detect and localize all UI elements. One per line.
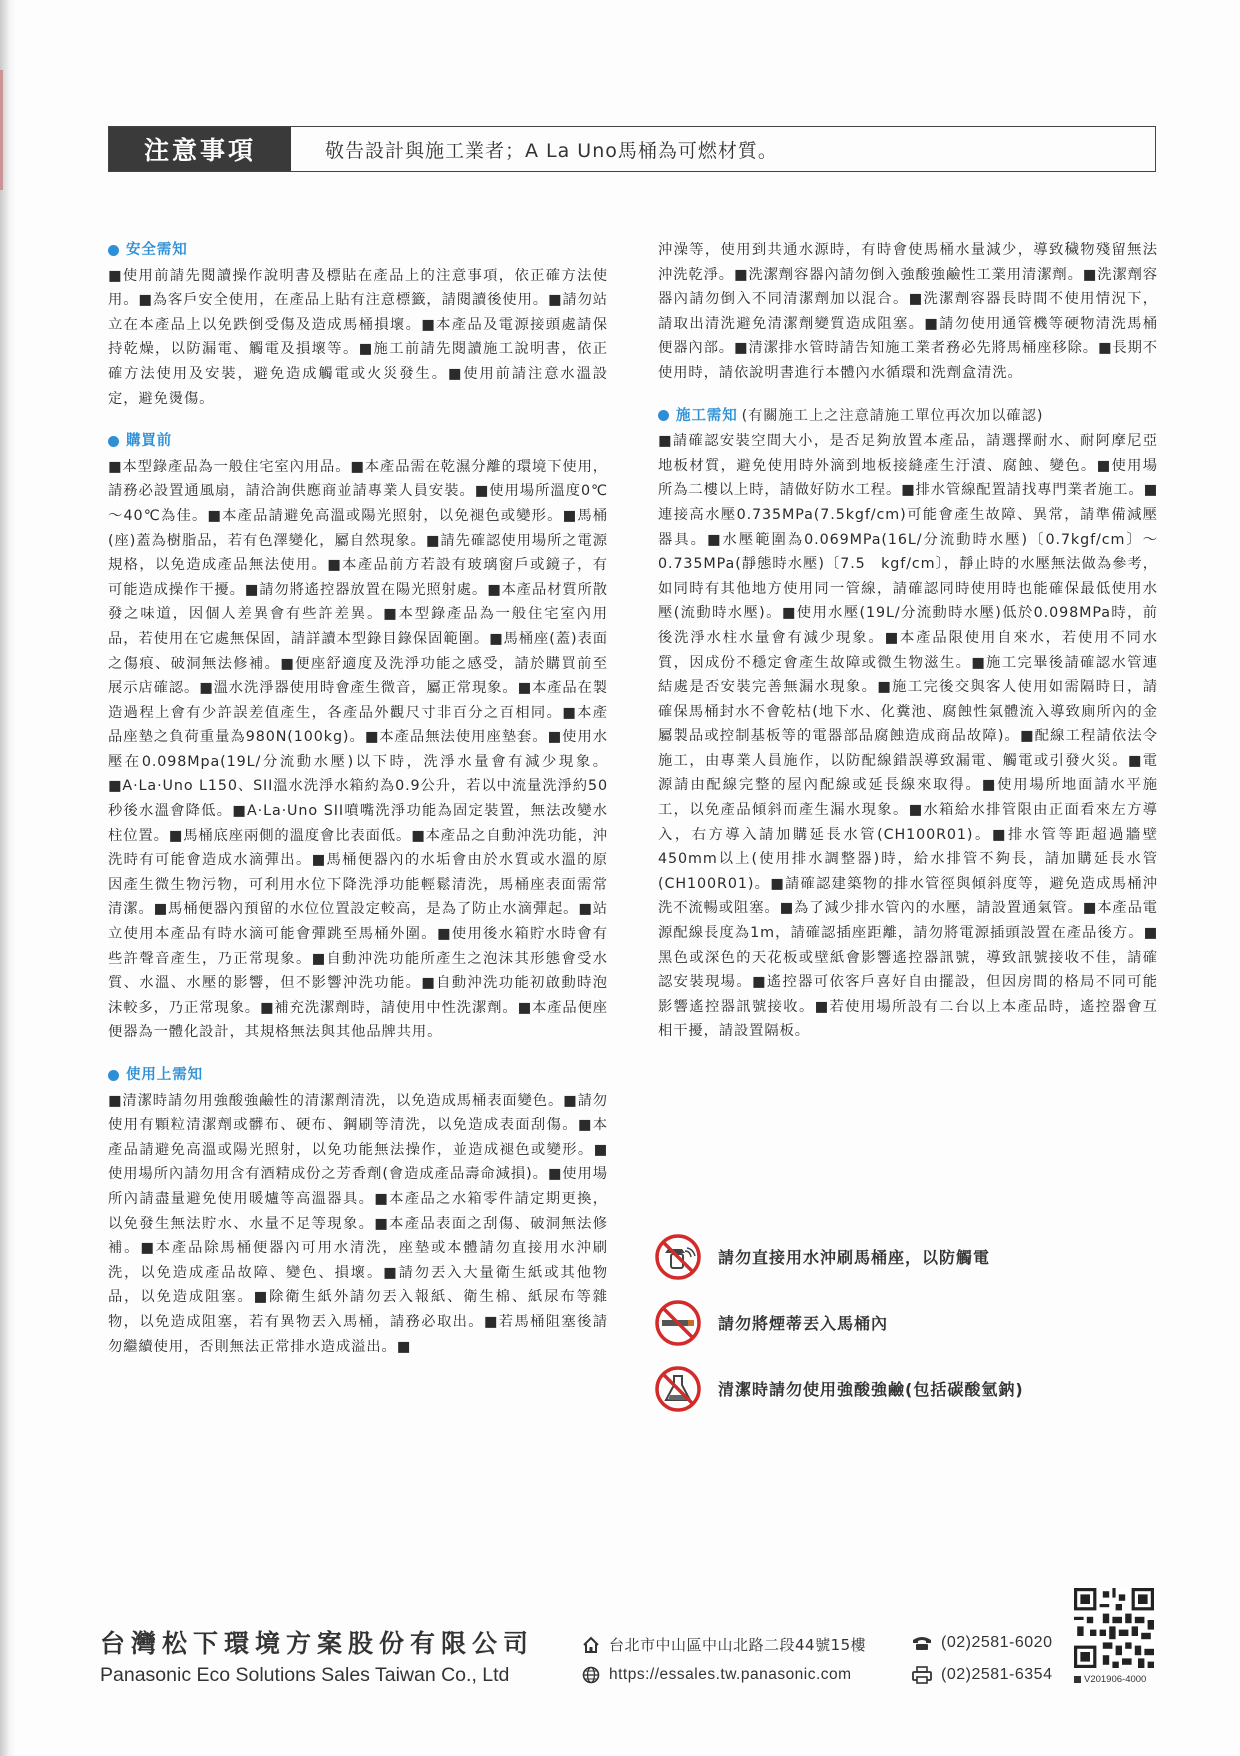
telephone [912,1634,1052,1652]
notice-header-text: 敬告設計與施工業者；A La Uno馬桶為可燃材質。 [325,139,778,162]
section-usage-continued [658,238,1158,386]
section-heading [108,1063,608,1088]
section-text: ■請確認安裝空間大小，是否足夠放置本產品，請選擇耐水、耐阿摩尼亞地板材質，避免使用時外滴到地板接縫產生汙漬、腐蝕、變色。■使用場所為二樓以上時，請做好防水工程。■排水管線配置請找專門業者施工。■連接高水壓0.735MPa(7.5kgf/cm)可能會產生故障、異常，請準備減壓器具。■水壓範圍為0.069MPa(16L/分流動時水壓)〔0.7kgf/cm〕～0.735MPa(靜態時水壓)〔7.5 kgf/cm〕，靜止時的水壓無法做為參考，如同時有其他地方使用同一管線，請確認同時使用時也能確保最低使用水壓(流動時水壓)。■使用水壓(19L/分流動時水壓)低於0.098MPa時，前後洗淨水柱水量會有減少現象。■本產品限使用自來水，若使用不同水質，因成份不穩定會產生故障或微生物滋生。■施工完畢後請確認水管連結處是否安裝完善無漏水現象。■施工完後交與客人使用如需隔時日，請確保馬桶封水不會乾枯(地下水、化糞池、腐蝕性氣體流入導致廁所內的金屬製品或控制基板等的電器部品腐蝕造成商品故障)。■配線工程請依法令施工，由專業人員施作，以防配線錯誤導致漏電、觸電或引發火災。■電源請由配線完整的屋內配線或延長線來取得。■使用場所地面請水平施工，以免產品傾斜而產生漏水現象。■水箱給水排管限由正面看來左方導入，右方導入請加購延長水管(CH100R01)。■排水管等距超過牆壁450mm以上(使用排水調整器)時，給水排管不夠長，請加購延長水管(CH100R01)。■請確認建築物的排水管徑與傾斜度等，避免造成馬桶沖洗不流暢或阻塞。■為了減少排水管內的水壓，請設置通氣管。■本產品電源配線長度為1m，請確認插座距離，請勿將電源插頭設置在產品後方。■黑色或深色的天花板或壁紙會影響遙控器訊號，導致訊號接收不佳，請確認安裝現場。■遙控器可依客戶喜好自由擺設，但因房間的格局不同可能影響遙控器訊號接收。■若使用場所設有二台以上本產品時，遙控器會互相干擾，請設置隔板。 [658,433,1158,1040]
right-column [658,238,1158,1062]
company-name-en: Panasonic Eco Solutions Sales Taiwan Co., Ltd [100,1664,510,1686]
no-cigarette-icon [654,1299,702,1347]
page-edge-mark [0,70,3,190]
section-text: ■本型錄產品為一般住宅室內用品。■本產品需在乾濕分離的環境下使用，請務必設置通風扇，請洽詢供應商並請專業人員安裝。■使用場所溫度0℃～40℃為佳。■本產品請避免高溫或陽光照射，以免褪色或變形。■馬桶(座)蓋為樹脂品，若有色澤變化，屬自然現象。■請先確認使用場所之電源規格，以免造成產品無法使用。■本產品前方若設有玻璃窗戶或鏡子，有可能造成操作干擾。■請勿將遙控器放置在陽光照射處。■本產品材質所散發之味道，因個人差異會有些許差異。■本型錄產品為一般住宅室內用品，若使用在它處無保固，請詳讀本型錄目錄保固範圍。■馬桶座(蓋)表面之傷痕、破洞無法修補。■便座舒適度及洗淨功能之感受，請於購買前至展示店確認。■溫水洗淨器使用時會產生微音，屬正常現象。■本產品在製造過程上會有少許誤差值產生，各產品外觀尺寸非百分之百相同。■本產品座墊之負荷重量為980N(100kg)。■本產品無法使用座墊套。■使用水壓在0.098Mpa(19L/分流動水壓)以下時，洗淨水量會有減少現象。■A·La·Uno L150、SII溫水洗淨水箱約為0.9公升，若以中流量洗淨約50秒後水溫會降低。■A·La·Uno SII噴嘴洗淨功能為固定裝置，無法改變水柱位置。■馬桶底座兩側的溫度會比表面低。■本產品之自動沖洗功能，沖洗時有可能會造成水滴彈出。■馬桶便器內的水垢會由於水質或水溫的原因產生微生物污物，可利用水位下降洗淨功能輕鬆清洗，馬桶座表面需常清潔。■馬桶便器內預留的水位位置設定較高，是為了防止水滴彈起。■站立使用本產品有時水滴可能會彈跳至馬桶外圍。■使用後水箱貯水時會有些許聲音產生，乃正常現象。■自動沖洗功能所產生之泡沫其形態會受水質、水溫、水壓的影響，但不影響沖洗功能。■自動沖洗功能初啟動時泡沫較多，乃正常現象。■補充洗潔劑時，請使用中性洗潔劑。■本產品便座便器為一體化設計，其規格無法與其他品牌共用。 [108,458,608,1041]
section-heading [658,404,1158,429]
globe-icon [582,1666,600,1684]
warning-item [654,1298,1134,1347]
bullet-dot-icon [108,245,119,256]
warning-text: 清潔時請勿使用強酸強鹼(包括碳酸氫鈉) [718,1380,1024,1399]
section-title: 施工需知 [676,407,738,424]
no-water-spray-icon [654,1233,702,1281]
section-text: ■使用前請先閱讀操作說明書及標貼在產品上的注意事項，依正確方法使用。■為客戶安全使用，在產品上貼有注意標籤，請閱讀後使用。■請勿站立在本產品上以免跌倒受傷及造成馬桶損壞。■本產品及電源接頭處請保持乾燥，以防漏電、觸電及損壞等。■施工前請先閱讀施工說明書，依正確方法使用及安裝，避免造成觸電或火災發生。■使用前請注意水溫設定，避免燙傷。 [108,267,608,407]
warning-item [654,1364,1134,1413]
section-title: 使用上需知 [126,1067,203,1083]
section-text-continued: 沖澡等，使用到共通水源時，有時會使馬桶水量減少，導致穢物殘留無法沖洗乾淨。■洗潔劑容器內請勿倒入強酸強鹼性工業用清潔劑。■洗潔劑容器內請勿倒入不同清潔劑加以混合。■洗潔劑容器長時間不使用情況下，請取出清洗避免清潔劑變質造成阻塞。■請勿使用通管機等硬物清洗馬桶便器內部。■清潔排水管時請告知施工業者務必先將馬桶座移除。■長期不使用時，請依說明書進行本體內水循環和洗劑盒清洗。 [658,242,1158,381]
telephone-number: (02)2581-6020 [941,1634,1053,1651]
section-installation [658,404,1158,1044]
notice-header [108,126,1156,172]
section-before-purchase [108,429,608,1045]
bullet-dot-icon [658,410,669,421]
company-name-zh: 台灣松下環境方案股份有限公司 [100,1629,535,1658]
warning-text: 請勿直接用水沖刷馬桶座，以防觸電 [718,1248,991,1267]
address-text: 台北市中山區中山北路二段44號15樓 [609,1636,867,1654]
page-edge-shadow [0,0,16,1756]
section-title: 購買前 [126,433,173,450]
section-title: 安全需知 [126,242,188,258]
section-text: ■清潔時請勿用強酸強鹼性的清潔劑清洗，以免造成馬桶表面變色。■請勿使用有顆粒清潔劑或髒布、硬布、鋼刷等清洗，以免造成表面刮傷。■本產品請避免高溫或陽光照射，以免功能無法操作，並造成褪色或變形。■使用場所內請勿用含有酒精成份之芳香劑(會造成產品壽命減損)。■使用場所內請盡量避免使用暖爐等高溫器具。■本產品之水箱零件請定期更換，以免發生無法貯水、水量不足等現象。■本產品表面之刮傷、破洞無法修補。■本產品除馬桶便器內可用水清洗，座墊或本體請勿直接用水沖刷洗，以免造成產品故障、變色、損壞。■請勿丟入大量衛生紙或其他物品，以免造成阻塞。■除衛生紙外請勿丟入報紙、衛生棉、紙尿布等雜物，以免造成阻塞，若有異物丟入馬桶，請務必取出。■若馬桶阻塞後請勿繼續使用，否則無法正常排水造成溢出。■ [108,1092,608,1355]
warning-list [654,1232,1134,1430]
square-bullet-icon [1074,1676,1081,1683]
bullet-dot-icon [108,1070,119,1081]
section-usage [108,1063,608,1359]
section-heading [108,429,608,454]
bullet-dot-icon [108,436,119,447]
fax [912,1666,1052,1684]
warning-text: 請勿將煙蒂丟入馬桶內 [718,1314,889,1333]
section-note: (有關施工上之注意請施工單位再次加以確認) [741,407,1044,424]
fax-icon [912,1666,932,1684]
warning-item [654,1232,1134,1281]
fax-number: (02)2581-6354 [941,1666,1053,1683]
home-icon [582,1636,600,1654]
section-safety [108,238,608,411]
phone-icon [912,1635,932,1651]
qr-code-icon[interactable] [1074,1588,1154,1668]
left-column [108,238,608,1377]
section-heading [108,238,608,263]
document-code [1074,1674,1146,1685]
no-chemical-icon [654,1365,702,1413]
document-code-text: V201906-4000 [1084,1674,1147,1685]
notice-header-tag: 注意事項 [109,127,291,171]
address [582,1634,866,1655]
website[interactable] [582,1666,852,1684]
website-link[interactable]: https://essales.tw.panasonic.com [609,1666,852,1683]
